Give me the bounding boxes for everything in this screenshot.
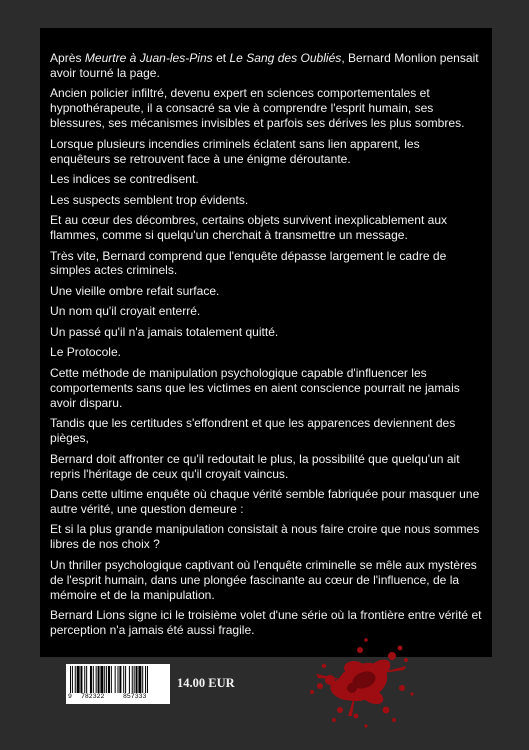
blurb-text: Une vieille ombre refait surface.: [50, 283, 220, 298]
blurb-paragraph: [50, 86, 482, 131]
book-title-reference: Meurtre à Juan-les-Pins: [84, 51, 213, 65]
blurb-text: Un thriller psychologique captivant où l'enquête criminelle se mêle aux mystères de l'esprit humain, dans une plongée fascinante au cœur de l'influence, de la mémoire et de la manipulation.: [50, 557, 477, 602]
blurb-paragraph: [50, 172, 482, 187]
barcode-bar: [80, 666, 82, 693]
blurb-paragraph: [50, 366, 482, 411]
blurb-text: Les indices se contredisent.: [50, 172, 199, 187]
blurb-text: Bernard Lions signe ici le troisième volet d'une série où la frontière entre vérité et perception n'a jamais été aussi fragile.: [50, 608, 482, 638]
blurb-paragraph: [50, 416, 482, 446]
barcode-bar: [75, 666, 76, 693]
blurb-paragraph: [50, 304, 482, 319]
blurb-paragraph: [50, 137, 482, 167]
blurb-paragraph: [50, 522, 482, 552]
barcode-bar: [96, 666, 97, 693]
blurb-text: et: [212, 51, 230, 65]
barcode-bar: [84, 666, 85, 693]
barcode-bar: [145, 666, 146, 693]
barcode-bar: [125, 666, 126, 693]
blurb-paragraph: [50, 249, 482, 279]
barcode-digit-first: 9: [68, 693, 72, 700]
barcode-bar: [136, 666, 138, 693]
blurb-paragraph: [50, 213, 482, 243]
barcode-bar: [129, 666, 130, 693]
blurb-text: Ancien policier infiltré, devenu expert en sciences comportementales et hypnothérapeute, il a consacré sa vie à comprendre l'esprit humain, ses blessures, ses mécanismes invisibles et parfois ses dérives les plus sombres.: [50, 86, 465, 131]
blurb-text: Bernard doit affronter ce qu'il redoutait le plus, la possibilité que quelqu'un ait repris l'héritage de ceux qu'il croyait vaincus.: [50, 451, 460, 481]
blurb-text: Un nom qu'il croyait enterré.: [50, 304, 201, 319]
barcode-digit-group-left: 782322: [81, 693, 105, 700]
barcode-bar: [111, 666, 112, 693]
blurb-paragraph: [50, 325, 482, 340]
blurb-paragraph: [50, 452, 482, 482]
barcode-bar: [123, 666, 124, 693]
barcode-bar: [104, 666, 105, 693]
barcode-bar: [134, 666, 135, 693]
barcode-bar: [115, 666, 116, 693]
blurb-paragraph: [50, 284, 482, 299]
barcode-bar: [147, 666, 148, 693]
barcode-bar: [90, 666, 92, 693]
barcode-bar: [72, 666, 73, 693]
blurb-paragraph: [50, 51, 482, 81]
blurb-paragraph: [50, 193, 482, 208]
blurb-text: Dans cette ultime enquête où chaque vérité semble fabriquée pour masquer une autre vérité, une question demeure :: [50, 487, 480, 516]
barcode-bar: [138, 666, 141, 693]
blurb-text: Après: [50, 51, 85, 65]
blurb-paragraph: [50, 345, 482, 360]
blurb-text: Et si la plus grande manipulation consistait à nous faire croire que nous sommes libres de nos choix ?: [50, 522, 480, 552]
isbn-barcode: [66, 664, 170, 704]
barcode-bar: [77, 666, 80, 693]
barcode-bar: [86, 666, 87, 693]
barcode-bar: [100, 666, 103, 693]
price-label: 14.00 EUR: [177, 676, 235, 690]
blurb-text: , Bernard Monlion pensait avoir tourné la page.: [50, 51, 479, 80]
blurb-text: Lorsque plusieurs incendies criminels éclatent sans lien apparent, les enquêteurs se retrouvent face à une énigme déroutante.: [50, 136, 420, 166]
barcode-bar: [93, 666, 94, 693]
blurb-paragraph: [50, 558, 482, 603]
barcode-bars: [70, 666, 166, 693]
blurb-text: Tandis que les certitudes s'effondrent et que les apparences deviennent des pièges,: [50, 416, 456, 446]
blurb-text: Un passé qu'il n'a jamais totalement quitté.: [50, 324, 279, 339]
blurb-panel: [40, 28, 492, 657]
barcode-bar: [108, 666, 110, 693]
blurb-text: Le Protocole.: [50, 345, 121, 360]
barcode-bar: [70, 666, 71, 693]
blood-splatter-image: [296, 630, 426, 740]
blurb-paragraph: [50, 487, 482, 517]
barcode-bar: [118, 666, 119, 693]
barcode-bar: [132, 666, 133, 693]
barcode-bar: [119, 666, 121, 693]
barcode-digits: [66, 693, 170, 703]
barcode-bar: [106, 666, 107, 693]
barcode-bar: [98, 666, 100, 693]
blurb-text: Les suspects semblent trop évidents.: [50, 192, 249, 207]
blurb-text: Cette méthode de manipulation psychologique capable d'influencer les comportements sans que les victimes en aient conscience pourrait ne jamais avoir disparu.: [50, 365, 460, 410]
barcode-digit-group-right: 857333: [123, 693, 147, 700]
blurb-text: Et au cœur des décombres, certains objets survivent inexplicablement aux flammes, comme si quelqu'un cherchait à transmettre un message.: [50, 213, 448, 243]
barcode-bar: [142, 666, 143, 693]
blurb-text: Très vite, Bernard comprend que l'enquête dépasse largement le cadre de simples actes criminels.: [50, 248, 447, 278]
book-title-reference: Le Sang des Oubliés: [229, 51, 342, 65]
